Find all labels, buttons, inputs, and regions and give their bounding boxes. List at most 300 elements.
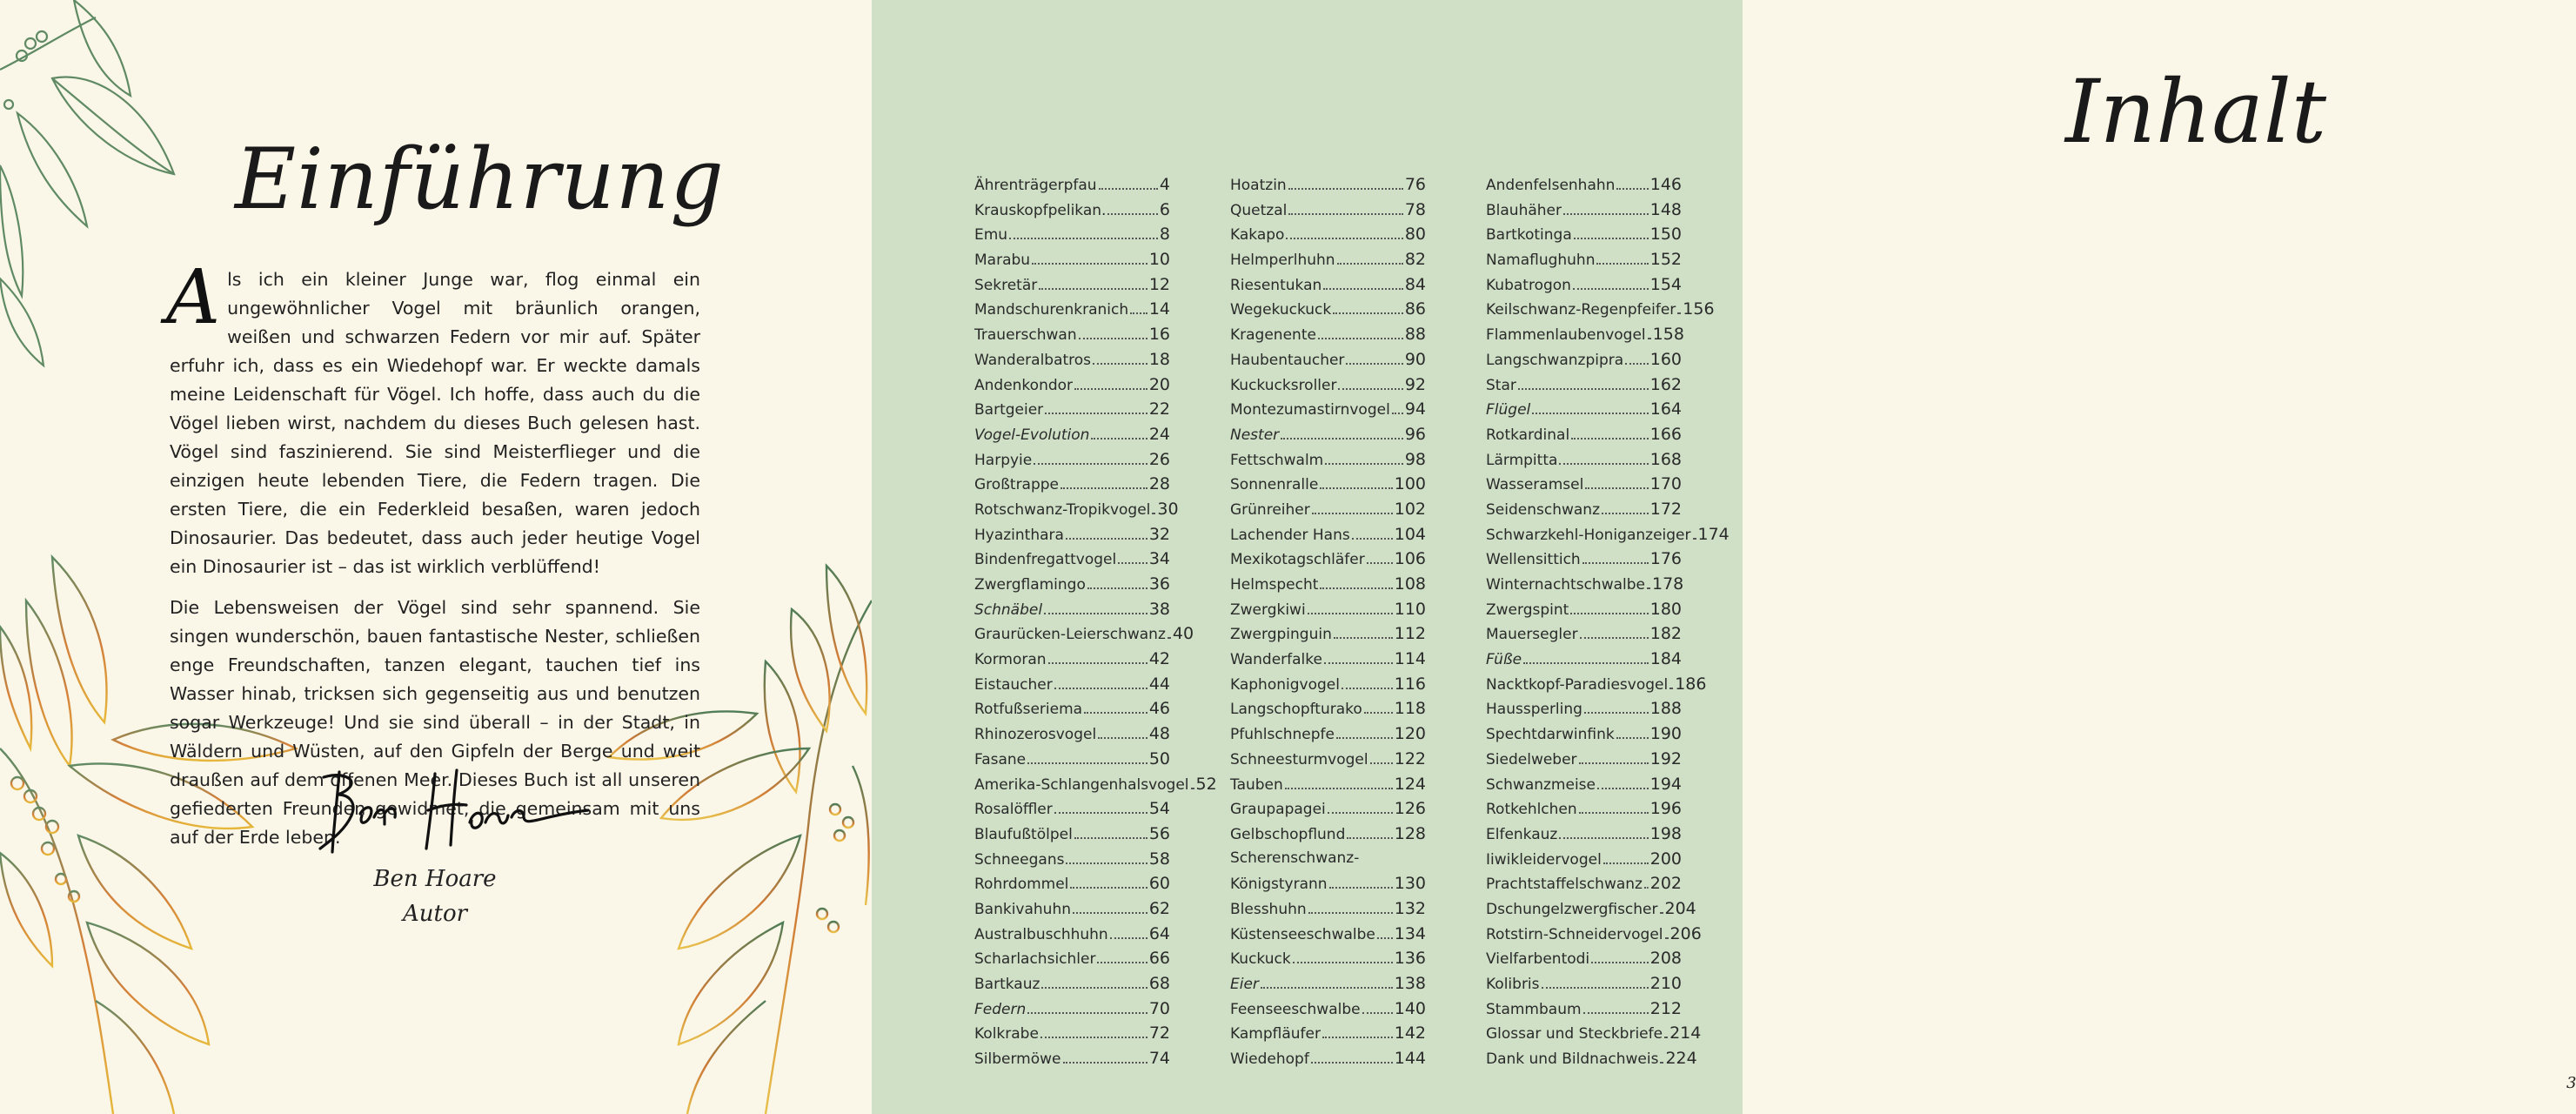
- toc-entry: [1230, 275, 1426, 300]
- toc-entry-title: Kaphonigvogel: [1230, 675, 1340, 694]
- toc-leader-dots: [1308, 912, 1393, 914]
- toc-leader-dots: [1377, 937, 1393, 939]
- toc-leader-dots: [1073, 912, 1147, 914]
- toc-entry-title: Hoatzin: [1230, 177, 1287, 194]
- toc-entry: [974, 350, 1170, 375]
- toc-entry: [974, 200, 1170, 225]
- toc-entry-page: 136: [1394, 949, 1426, 969]
- toc-leader-dots: [1087, 587, 1147, 589]
- toc-leader-dots: [1074, 388, 1147, 390]
- toc-entry-title: Dschungelzwergfischer: [1486, 900, 1658, 918]
- toc-leader-dots: [1532, 413, 1648, 414]
- toc-entry-page: 202: [1649, 874, 1682, 894]
- toc-entry-page: 140: [1394, 998, 1426, 1018]
- toc-entry-page: 4: [1159, 175, 1170, 194]
- toc-entry-page: 126: [1394, 799, 1426, 819]
- page-number: 3: [2566, 1074, 2576, 1092]
- toc-entry: [1230, 399, 1426, 425]
- toc-entry: [974, 525, 1170, 550]
- toc-entry-page: 78: [1404, 199, 1426, 219]
- toc-entry: [1486, 549, 1682, 574]
- toc-leader-dots: [1034, 463, 1147, 465]
- toc-entry-title: Wasseramsel: [1486, 476, 1584, 494]
- toc-entry: [1230, 175, 1426, 200]
- toc-entry: [1486, 524, 1730, 550]
- toc-entry: [1230, 724, 1426, 749]
- contents-page: [872, 0, 2576, 1114]
- toc-leader-dots: [1152, 513, 1155, 514]
- toc-entry: [974, 624, 1194, 649]
- toc-leader-dots: [1099, 188, 1158, 190]
- toc-leader-dots: [1367, 562, 1393, 564]
- toc-leader-dots: [1039, 288, 1147, 290]
- toc-leader-dots: [1070, 887, 1147, 889]
- toc-entry-title: Schnäbel: [974, 601, 1043, 619]
- toc-entry-title: Winternachtschwalbe: [1486, 576, 1645, 594]
- toc-entry-page: 88: [1404, 325, 1426, 345]
- toc-entry: [1230, 899, 1426, 924]
- toc-leader-dots: [1323, 288, 1403, 290]
- toc-leader-dots: [1346, 363, 1402, 365]
- toc-entry: [1230, 749, 1426, 775]
- toc-leader-dots: [1337, 263, 1403, 265]
- toc-leader-dots: [1322, 1037, 1393, 1038]
- toc-entry-page: 64: [1148, 923, 1170, 943]
- toc-entry: [1230, 574, 1426, 600]
- toc-entry: [1486, 275, 1682, 300]
- toc-entry-title: Zwergpinguin: [1230, 626, 1332, 644]
- toc-entry: [974, 674, 1170, 700]
- toc-entry-page: 56: [1148, 823, 1170, 843]
- toc-leader-dots: [1320, 487, 1392, 489]
- toc-entry-page: 72: [1148, 1023, 1170, 1044]
- toc-entry-page: 16: [1148, 325, 1170, 345]
- toc-leader-dots: [1091, 438, 1147, 440]
- toc-entry: [1486, 974, 1682, 999]
- toc-entry-title: Schwanzmeise: [1486, 775, 1596, 794]
- toc-leader-dots: [1084, 712, 1147, 714]
- toc-entry: [974, 175, 1170, 200]
- toc-leader-dots: [1288, 188, 1403, 190]
- toc-entry-title: Kubatrogon: [1486, 276, 1571, 294]
- toc-leader-dots: [1130, 312, 1147, 314]
- toc-entry: [1230, 225, 1426, 250]
- toc-entry-title: Tauben: [1230, 775, 1283, 794]
- toc-entry-page: 162: [1649, 374, 1682, 394]
- toc-entry-title: Andenfelsenhahn: [1486, 177, 1616, 194]
- toc-entry-page: 24: [1148, 424, 1170, 444]
- toc-entry-page: 128: [1394, 823, 1426, 843]
- toc-entry: [974, 799, 1170, 824]
- toc-entry: [974, 824, 1170, 849]
- toc-leader-dots: [1063, 1062, 1147, 1064]
- toc-leader-dots: [1032, 263, 1147, 265]
- toc-entry-title: Rotschwanz-Tropikvogel: [974, 500, 1151, 519]
- toc-entry: [1486, 724, 1682, 749]
- intro-paragraph-1: [166, 254, 700, 581]
- toc-entry: [1230, 1023, 1426, 1049]
- toc-leader-dots: [1669, 688, 1673, 689]
- toc-entry-title: Scharlachsichler: [974, 950, 1096, 969]
- toc-leader-dots: [1281, 438, 1403, 440]
- toc-entry-title: Schwarzkehl-Honiganzeiger: [1486, 526, 1691, 544]
- toc-leader-dots: [1044, 613, 1147, 614]
- toc-leader-dots: [1347, 837, 1392, 839]
- toc-column-3: [1486, 175, 1730, 1074]
- toc-entry: [1486, 1049, 1697, 1074]
- toc-entry-page: 206: [1669, 923, 1702, 943]
- toc-entry-page: 86: [1404, 299, 1426, 319]
- toc-leader-dots: [1570, 613, 1648, 614]
- toc-entry-title: Riesentukan: [1230, 276, 1322, 294]
- toc-entry-title: Langschwanzpipra: [1486, 351, 1624, 369]
- toc-entry-page: 62: [1148, 898, 1170, 918]
- toc-leader-dots: [1563, 213, 1649, 215]
- toc-entry-page: 144: [1394, 1049, 1426, 1069]
- toc-entry: [974, 774, 1217, 800]
- toc-entry-page: 138: [1394, 974, 1426, 993]
- toc-entry: [1486, 175, 1682, 200]
- toc-entry: [1230, 425, 1426, 450]
- toc-entry-page: 94: [1404, 399, 1426, 419]
- toc-leader-dots: [1041, 987, 1147, 989]
- toc-entry: [1486, 425, 1682, 450]
- toc-entry: [974, 425, 1170, 450]
- toc-entry-title: Spechtdarwinfink: [1486, 726, 1615, 744]
- toc-entry-title: Prachtstaffelschwanz: [1486, 876, 1643, 894]
- toc-leader-dots: [1312, 513, 1393, 514]
- toc-leader-dots: [1320, 587, 1392, 589]
- toc-leader-dots: [1338, 388, 1402, 390]
- toc-entry-title: Bankivahuhn: [974, 900, 1071, 918]
- toc-column-1: [974, 175, 1217, 1074]
- toc-entry: [1230, 299, 1426, 325]
- toc-entry-title: Kolibris: [1486, 976, 1540, 993]
- toc-entry-title: Bartkauz: [974, 976, 1040, 993]
- toc-entry-title: Königstyrann: [1230, 876, 1328, 894]
- toc-entry-page: 170: [1649, 474, 1682, 494]
- toc-entry-title: Lachender Hans: [1230, 526, 1350, 544]
- toc-entry: [1486, 649, 1682, 674]
- toc-entry-title: Elfenkauz: [1486, 825, 1558, 843]
- toc-leader-dots: [1191, 788, 1194, 789]
- toc-entry-title: Eistaucher: [974, 675, 1053, 694]
- toc-leader-dots: [1579, 812, 1649, 814]
- toc-entry-title: Mexikotagschläfer: [1230, 551, 1365, 569]
- toc-leader-dots: [1074, 837, 1147, 839]
- toc-entry-page: 42: [1148, 649, 1170, 669]
- toc-entry: [1230, 775, 1426, 800]
- toc-leader-dots: [1040, 1037, 1147, 1038]
- toc-entry-title: Sonnenralle: [1230, 476, 1319, 494]
- toc-entry-title: Kragenente: [1230, 326, 1316, 345]
- toc-entry: [1230, 375, 1426, 400]
- toc-entry-title: Andenkondor: [974, 376, 1074, 394]
- toc-entry-title: Namaflughuhn: [1486, 252, 1596, 270]
- toc-column-2: [1230, 175, 1426, 1074]
- toc-entry-page: 156: [1683, 299, 1715, 319]
- toc-entry-title: Zwergkiwi: [1230, 601, 1306, 619]
- toc-leader-dots: [1582, 562, 1649, 564]
- toc-leader-dots: [1370, 762, 1393, 764]
- toc-entry-title: Emu: [974, 226, 1008, 245]
- toc-entry-page: 52: [1195, 774, 1217, 794]
- toc-entry: [974, 474, 1170, 500]
- toc-entry-page: 58: [1148, 849, 1170, 869]
- toc-entry: [974, 600, 1170, 625]
- toc-entry-title: Krauskopfpelikan.: [974, 201, 1107, 219]
- toc-entry: [974, 375, 1170, 400]
- toc-entry-title: Amerika-Schlangenhalsvogel: [974, 775, 1189, 794]
- toc-entry-page: 110: [1394, 599, 1426, 619]
- contents-title: Inhalt: [2065, 61, 2327, 163]
- toc-entry: [974, 299, 1170, 325]
- toc-entry: [1486, 824, 1682, 849]
- toc-entry-page: 184: [1649, 649, 1682, 669]
- toc-leader-dots: [1352, 538, 1393, 540]
- toc-entry-title: Federn: [974, 1000, 1027, 1018]
- toc-entry-page: 76: [1404, 175, 1426, 194]
- toc-entry-title: Schneesturmvogel: [1230, 750, 1368, 768]
- toc-entry-page: 124: [1394, 774, 1426, 794]
- toc-entry: [1486, 1023, 1702, 1049]
- toc-entry-title: Lärmpitta: [1486, 451, 1558, 469]
- toc-entry-title: Seidenschwanz: [1486, 500, 1600, 519]
- toc-leader-dots: [1334, 637, 1393, 639]
- toc-leader-dots: [1342, 688, 1393, 689]
- toc-entry: [1230, 500, 1426, 525]
- toc-entry-title: Graurücken-Leierschwanz: [974, 626, 1166, 644]
- toc-entry-page: 84: [1404, 274, 1426, 294]
- toc-entry: [1230, 849, 1426, 875]
- toc-entry-title: Rohrdommel: [974, 876, 1069, 894]
- intro-page: [0, 0, 872, 1114]
- toc-entry-title: Trauerschwan: [974, 326, 1077, 345]
- toc-entry-title: Wellensittich: [1486, 551, 1581, 569]
- toc-entry-title: Kuckucksroller: [1230, 376, 1337, 394]
- toc-entry-title: Vielfarbentodi: [1486, 950, 1590, 969]
- toc-entry: [1486, 749, 1682, 775]
- toc-leader-dots: [1574, 238, 1649, 239]
- toc-entry-page: 14: [1148, 299, 1170, 319]
- toc-entry: [1486, 874, 1682, 899]
- author-block: [348, 862, 522, 931]
- toc-entry-page: 60: [1148, 874, 1170, 894]
- toc-leader-dots: [1288, 213, 1402, 215]
- toc-entry-title: Scherenschwanz-: [1230, 849, 1360, 867]
- toc-entry: [1486, 624, 1682, 649]
- toc-entry: [1486, 923, 1702, 950]
- toc-leader-dots: [1602, 513, 1649, 514]
- toc-leader-dots: [1098, 737, 1147, 739]
- toc-entry-page: 146: [1649, 175, 1682, 194]
- toc-entry: [1230, 974, 1426, 999]
- toc-entry: [1486, 350, 1682, 375]
- toc-leader-dots: [1318, 338, 1403, 339]
- toc-entry-page: 130: [1394, 874, 1426, 894]
- toc-entry-page: 172: [1649, 499, 1682, 519]
- toc-entry: [974, 749, 1170, 775]
- toc-entry: [1486, 799, 1682, 824]
- toc-entry-title: Wiedehopf: [1230, 1050, 1309, 1069]
- toc-entry-page: 68: [1148, 974, 1170, 993]
- toc-leader-dots: [1066, 538, 1147, 540]
- toc-entry-title: Wegekuckuck: [1230, 301, 1332, 319]
- toc-entry-title: Australbuschhuhn: [974, 925, 1108, 943]
- toc-entry: [974, 699, 1170, 724]
- toc-entry-title: Rhinozerosvogel: [974, 726, 1097, 744]
- toc-entry-page: 8: [1159, 225, 1170, 245]
- toc-entry-title: Flammenlaubenvogel: [1486, 326, 1646, 345]
- toc-entry: [1230, 949, 1426, 974]
- toc-entry: [1486, 375, 1682, 400]
- toc-leader-dots: [1362, 1012, 1393, 1014]
- toc-entry-page: 100: [1394, 474, 1426, 494]
- toc-entry-title: Pfuhlschnepfe: [1230, 726, 1335, 744]
- toc-leader-dots: [1311, 1062, 1393, 1064]
- toc-entry-page: 92: [1404, 374, 1426, 394]
- toc-leader-dots: [1329, 887, 1393, 889]
- toc-entry-page: 106: [1394, 549, 1426, 569]
- toc-leader-dots: [1616, 188, 1648, 190]
- toc-entry-title: Ährenträgerpfau: [974, 177, 1097, 194]
- toc-entry-title: Graupapagei: [1230, 801, 1326, 819]
- toc-entry-page: 54: [1148, 799, 1170, 819]
- toc-leader-dots: [1644, 887, 1649, 889]
- toc-entry: [974, 1049, 1170, 1074]
- toc-leader-dots: [1625, 363, 1649, 365]
- toc-leader-dots: [1328, 812, 1393, 814]
- toc-entry-title: Harpyie: [974, 451, 1033, 469]
- toc-entry-page: 70: [1148, 998, 1170, 1018]
- toc-entry-page: 192: [1649, 748, 1682, 768]
- toc-entry-title: Marabu: [974, 252, 1031, 270]
- toc-entry: [974, 649, 1170, 674]
- toc-entry-page: 176: [1649, 549, 1682, 569]
- toc-leader-dots: [1660, 912, 1663, 914]
- toc-entry: [1486, 775, 1682, 800]
- toc-entry-title: Kakapo: [1230, 226, 1285, 245]
- toc-entry: [1230, 674, 1426, 700]
- toc-leader-dots: [1523, 662, 1649, 664]
- toc-leader-dots: [1677, 312, 1681, 314]
- toc-entry-title: Fettschwalm: [1230, 451, 1324, 469]
- toc-entry: [1230, 624, 1426, 649]
- toc-entry: [1486, 999, 1682, 1024]
- toc-entry-title: Flügel: [1486, 401, 1531, 419]
- toc-entry-page: 168: [1649, 449, 1682, 469]
- toc-entry-title: Großtrappe: [974, 476, 1060, 494]
- toc-entry-page: 160: [1649, 349, 1682, 369]
- toc-entry-page: 154: [1649, 274, 1682, 294]
- toc-entry: [974, 949, 1170, 974]
- toc-entry-page: 116: [1394, 674, 1426, 694]
- toc-entry-page: 10: [1148, 250, 1170, 270]
- toc-entry-page: 108: [1394, 574, 1426, 594]
- toc-leader-dots: [1336, 737, 1393, 739]
- toc-entry: [974, 924, 1170, 950]
- toc-entry: [974, 399, 1170, 425]
- toc-leader-dots: [1584, 712, 1649, 714]
- toc-entry-page: 182: [1649, 624, 1682, 644]
- toc-entry: [1230, 924, 1426, 950]
- toc-entry-title: Küstenseeschwalbe: [1230, 925, 1375, 943]
- toc-entry-page: 180: [1649, 599, 1682, 619]
- toc-leader-dots: [1542, 987, 1649, 989]
- toc-entry-page: 6: [1159, 199, 1170, 219]
- toc-entry-page: 208: [1649, 949, 1682, 969]
- toc-leader-dots: [1045, 413, 1147, 414]
- toc-entry: [1486, 898, 1696, 924]
- toc-entry: [1486, 250, 1682, 275]
- toc-entry-page: 188: [1649, 699, 1682, 719]
- toc-entry: [1230, 325, 1426, 350]
- toc-leader-dots: [1603, 862, 1649, 864]
- toc-entry-page: 66: [1148, 949, 1170, 969]
- toc-leader-dots: [1559, 837, 1648, 839]
- toc-entry-page: 18: [1148, 349, 1170, 369]
- toc-leader-dots: [1118, 562, 1147, 564]
- toc-entry-title: Helmperlhuhn: [1230, 252, 1335, 270]
- toc-entry-title: Rotfußseriema: [974, 701, 1083, 719]
- toc-entry-title: Bindenfregattvogel: [974, 551, 1117, 569]
- toc-leader-dots: [1009, 238, 1158, 239]
- toc-entry-title: Iiwikleidervogel: [1486, 850, 1602, 869]
- toc-leader-dots: [1097, 962, 1147, 963]
- toc-entry-title: Hyazinthara: [974, 526, 1064, 544]
- toc-entry: [974, 450, 1170, 475]
- toc-entry-title: Blaufußtölpel: [974, 825, 1073, 843]
- toc-entry-title: Silbermöwe: [974, 1050, 1061, 1069]
- toc-leader-dots: [1079, 338, 1147, 339]
- toc-leader-dots: [1364, 712, 1393, 714]
- toc-entry: [1486, 299, 1715, 325]
- toc-leader-dots: [1286, 238, 1402, 239]
- toc-entry-page: 198: [1649, 823, 1682, 843]
- toc-leader-dots: [1665, 937, 1669, 939]
- toc-leader-dots: [1660, 1062, 1663, 1064]
- toc-entry: [1230, 250, 1426, 275]
- toc-leader-dots: [1585, 487, 1648, 489]
- toc-entry: [1486, 225, 1682, 250]
- toc-entry: [974, 899, 1170, 924]
- toc-entry-page: 166: [1649, 424, 1682, 444]
- toc-entry: [974, 724, 1170, 749]
- toc-entry-title: Rotkardinal: [1486, 426, 1570, 444]
- toc-entry-page: 194: [1649, 774, 1682, 794]
- toc-entry: [974, 849, 1170, 875]
- toc-leader-dots: [1110, 937, 1147, 939]
- toc-entry: [1486, 699, 1682, 724]
- toc-leader-dots: [1392, 413, 1403, 414]
- toc-entry-title: Haussperling: [1486, 701, 1582, 719]
- toc-entry-page: 224: [1665, 1049, 1697, 1069]
- toc-entry-page: 158: [1652, 325, 1684, 345]
- toc-entry: [974, 275, 1170, 300]
- toc-leader-dots: [1066, 862, 1147, 864]
- toc-entry-page: 102: [1394, 499, 1426, 519]
- toc-entry-title: Glossar und Steckbriefe: [1486, 1025, 1663, 1044]
- toc-leader-dots: [1054, 812, 1147, 814]
- toc-leader-dots: [1518, 388, 1649, 390]
- toc-leader-dots: [1285, 788, 1393, 789]
- intro-paragraph-1-text: ls ich ein kleiner Junge war, flog einmal ein ungewöhnlicher Vogel mit bräunlich orangen, weißen und schwarzen Federn vor mir auf. Später erfuhr ich, dass es ein Wiedehopf war. Er weckte damals meine Leidenschaft für Vögel. Ich hoffe, dass auch du die Vögel lieben wirst, nachdem du dieses Buch gelesen hast. Vögel sind faszinierend. Sie sind Meisterflieger und die einzigen heute lebenden Tiere, die Federn tragen. Die ersten Tiere, die ein Federkleid besaßen, waren jedoch Dinosaurier. Das bedeutet, dass auch jeder heutige Vogel ein Dinosaurier ist – das ist wirklich verblüffend!: [170, 269, 700, 577]
- toc-entry-page: 212: [1649, 998, 1682, 1018]
- toc-leader-dots: [1583, 1012, 1649, 1014]
- toc-leader-dots: [1693, 538, 1696, 540]
- toc-entry-page: 28: [1148, 474, 1170, 494]
- toc-entry: [1486, 600, 1682, 625]
